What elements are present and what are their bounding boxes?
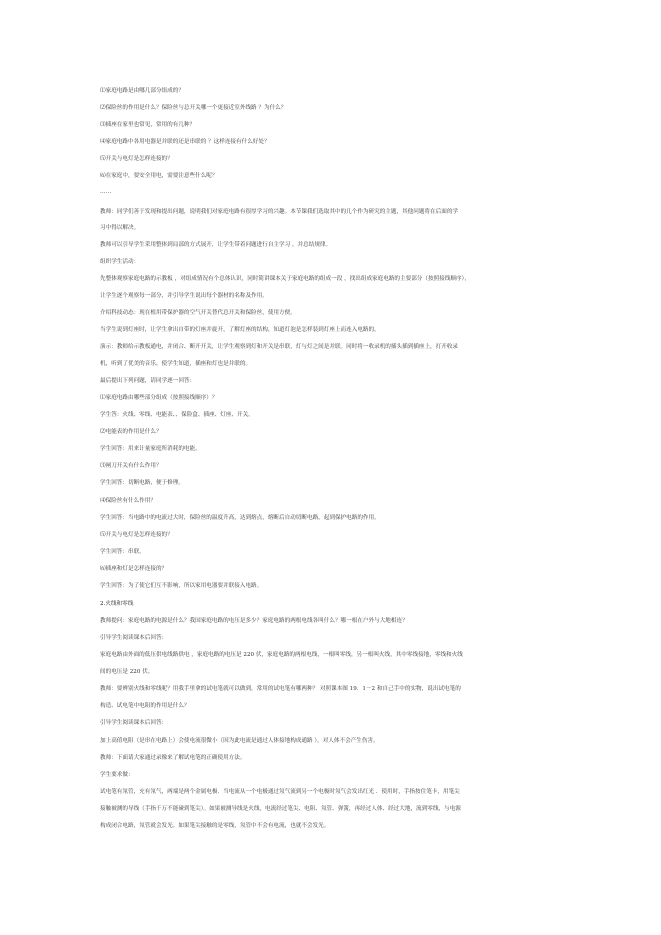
paragraph-line: 教师：同学们善于发现和提出问题，说明我们对家庭电路有很厚学习的兴趣。本节课我们选取其中的几个作为研究的主题，其他问题将在后面的学	[100, 209, 459, 215]
paragraph-line: 教师提问：家庭电路的电源是什么？我国家庭电路的电压是多少？家庭电路的两根电线各叫什么？哪一根在户外与大地相连？	[100, 618, 408, 624]
qa-answer: 学生答：火线、零线、电能表、、保险盒、插座、灯座、开关。	[100, 412, 254, 418]
qa-question: ⑸开关与电灯是怎样连接的？	[100, 532, 173, 538]
section-title: 2.火线和零线	[100, 601, 134, 607]
question-4: ⑷家庭电路中各用电器是并联的还是串联的 ？这样连接有什么好处？	[100, 139, 270, 145]
paragraph-line: 引导学生阅读课本后回答：	[100, 720, 168, 726]
paragraph-line: 介绍科技动态：现在植用带保护器的空气开关替代总开关和保险丝，使用方便。	[100, 310, 296, 316]
paragraph-line: 间的电压是 220 伏。	[100, 669, 154, 675]
paragraph-line: 学生要求做：	[100, 772, 134, 778]
qa-answer: 学生回答：切断电路，便于修理。	[100, 480, 184, 486]
question-2: ⑵保险丝的作用是什么？保险丝与总开关哪一个更接近室外线路 ？为什么？	[100, 105, 287, 111]
paragraph-line: 构造、试电笔中电阻的作用是什么？	[100, 703, 190, 709]
paragraph-line: 让学生逐个观察每一部分，并引导学生说出每个器材的名称及作用。	[100, 293, 268, 299]
paragraph-line: 先整体观察家庭电路的示教板 ，对组成情况有个总体认识，同时简讲课本关于家庭电路的组成一段 ，找出组成家庭电路的主要部分（按照接线顺序），	[100, 276, 470, 282]
paragraph-line: 接触被测的导线（手指千万不能碰到笔尖）。如果被测导线是火线，电流经过笔尖、电阻、氖管、弹簧，再经过人体、经过大地，流到零线，与电源	[100, 806, 461, 812]
paragraph-line: 教师：要辨别火线和零线呢？用我手里拿的试电笔就可以做到。常用的试电笔有哪两种？ 对照课本图 19．1－2 和自己手中的实物，说出试电笔的	[100, 686, 461, 692]
qa-answer: 学生回答：串联。	[100, 549, 145, 555]
paragraph-line: 构成闭合电路，氖管就会发光。如果笔尖接触的是零线，氖管中不会有电流，也就不会发光。	[100, 823, 330, 829]
ellipsis: ……	[100, 189, 112, 195]
paragraph-line: 习中得以解决。	[100, 225, 140, 231]
paragraph-line: 最后提出下列问题，请同学逐一回答：	[100, 378, 196, 384]
qa-question: ⑵电能表的作用是什么？	[100, 429, 162, 435]
question-3: ⑶插座在家里也常见，常用的有几种？	[100, 122, 196, 128]
qa-answer: 学生回答：当电路中的电流过大时，保险丝的温度升高，达到熔点，熔断后自动切断电路，起到保护电路的作用。	[100, 515, 380, 521]
question-1: ⑴家庭电路是由哪几部分组成的？	[100, 88, 184, 94]
paragraph-line: 加上高值电阻（是串在电路上）会使电流很微小（因为此电流是通过人体接地构成通路 ），对人体不会产生伤害。	[100, 738, 379, 744]
paragraph-line: 教师：下面请大家通过录像来了解试电笔的正确使用方法。	[100, 755, 246, 761]
qa-question: ⑹插座和灯是怎样连接的？	[100, 566, 168, 572]
paragraph-line: 演示：教师给示教板通电，并闭合、断开开关，让学生观察到灯和开关是串联，灯与灯之间是并联。同时将一收录机的插头插到插座上，打开收录	[100, 344, 459, 350]
paragraph-line: 当学生说到灯座时，让学生拿出自带的灯座并旋开，了解灯座的结构，知道灯泡是怎样装到灯座上而连入电路的。	[100, 327, 380, 333]
question-5: ⑸开关与电灯是怎样连接的？	[100, 156, 173, 162]
qa-question: ⑴家庭电路由哪些部分组成（按照接线顺序）？	[100, 395, 218, 401]
paragraph-line: 教师可以引导学生采用整体到局部的方式展开，让学生带着问题进行自主学习 ，并总结规律。	[100, 242, 332, 248]
paragraph-line: 试电笔有氖管，充有氖气，两端是两个金属电极．当电流从一个电极通过氖气流到另一个电极时氖气会发出红光 ．使用时，手指按住笔卡，用笔尖	[100, 789, 460, 795]
qa-answer: 学生回答：用来计量家庭所消耗的电能。	[100, 446, 201, 452]
paragraph-line: 家庭电路由外面的低压供电线路供电 ，家庭电路的电压是 220 伏，家庭电路的两根电线，一根叫零线，另一根叫火线，其中零线接地，零线和火线	[100, 652, 463, 658]
section-heading: 组织学生活动：	[100, 259, 140, 265]
paragraph-line: 引导学生阅读课本后回答：	[100, 635, 168, 641]
qa-question: ⑷保险丝有什么作用？	[100, 498, 156, 504]
qa-answer: 学生回答：为了使它们互不影响，所以家用电器要并联接入电路。	[100, 583, 263, 589]
paragraph-line: 机，听到了优美的音乐，使学生知道，插座和灯也是并联的。	[100, 361, 252, 367]
qa-question: ⑶闸刀开关有什么作用？	[100, 463, 162, 469]
question-6: ⑹在家庭中，要安全用电，需要注意些什么呢？	[100, 173, 218, 179]
